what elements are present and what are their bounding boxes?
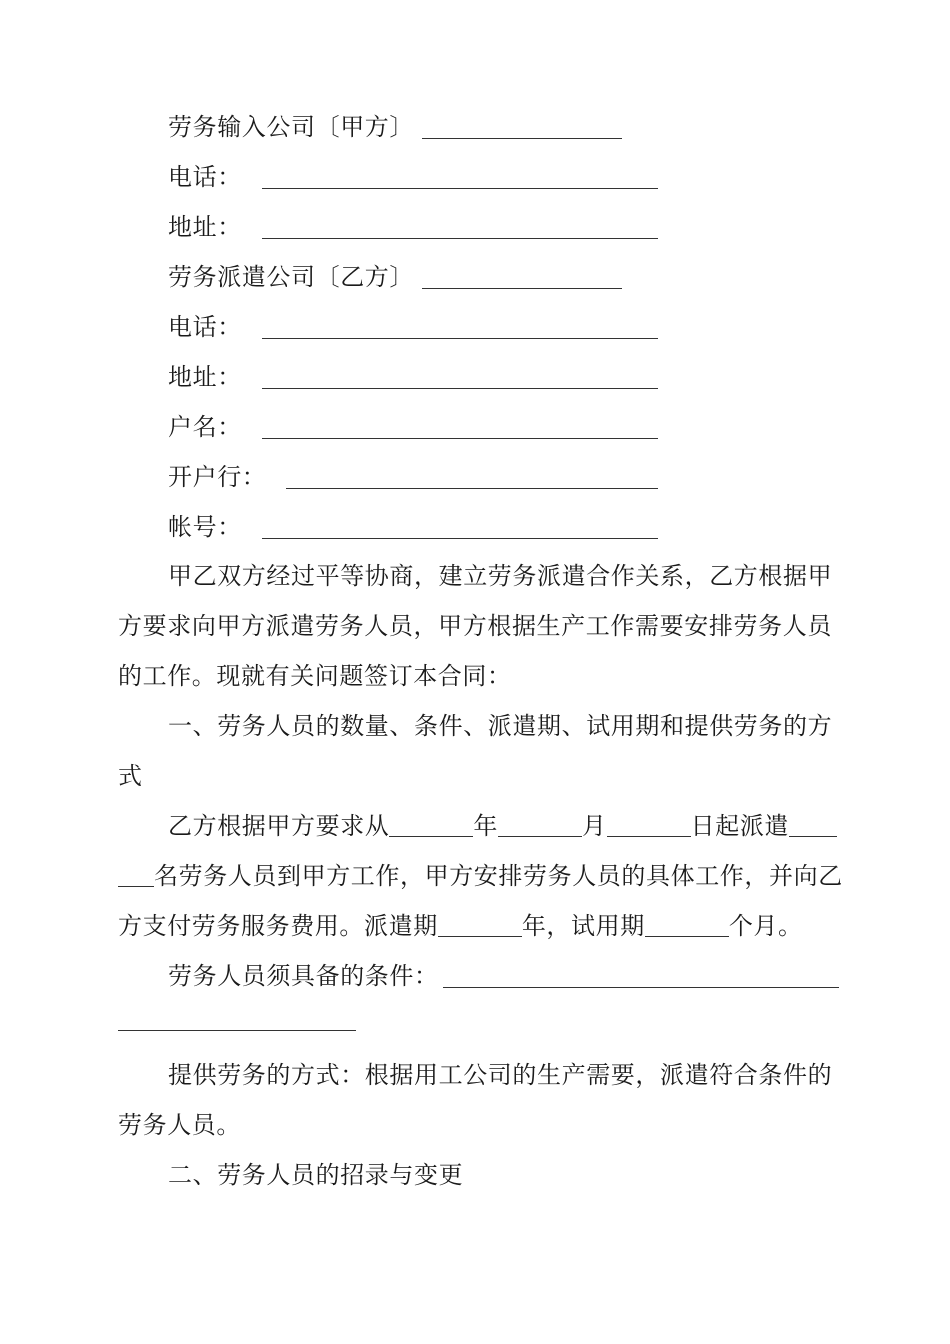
preamble-line-1: 甲乙双方经过平等协商，建立劳务派遣合作关系，乙方根据甲 — [168, 562, 833, 590]
months-text: 个月。 — [728, 912, 803, 940]
party-a-phone-blank — [262, 164, 658, 189]
party-b-bank-blank — [286, 464, 658, 489]
probation-text: 年，试用期 — [521, 912, 645, 940]
party-b-address-label: 地址： — [168, 363, 242, 391]
preamble-line-2: 方要求向甲方派遣劳务人员，甲方根据生产工作需要安排劳务人员 — [118, 612, 832, 640]
section-2-heading: 二、劳务人员的招录与变更 — [168, 1161, 464, 1189]
conditions-blank — [443, 963, 839, 988]
probation-months-blank — [645, 914, 729, 937]
party-a-company-label: 劳务输入公司〔甲方〕 — [168, 113, 414, 141]
dispatch-period-text: 方支付劳务服务费用。派遣期 — [118, 912, 438, 940]
dispatch-workers-text: 名劳务人员到甲方工作，甲方安排劳务人员的具体工作，并向乙 — [154, 862, 843, 890]
conditions-label: 劳务人员须具备的条件： — [168, 962, 439, 990]
party-b-account-name-blank — [262, 414, 658, 439]
party-b-account-no-label: 帐号： — [168, 513, 242, 541]
party-b-phone-blank — [262, 314, 658, 339]
headcount-blank-end — [118, 864, 154, 887]
headcount-blank-start — [789, 814, 837, 837]
party-b-phone-label: 电话： — [168, 313, 242, 341]
party-b-company-row — [168, 262, 622, 292]
party-a-company-blank — [422, 114, 622, 139]
conditions-blank-continued — [118, 1030, 356, 1031]
preamble-line-3: 的工作。现就有关问题签订本合同： — [118, 662, 512, 690]
party-b-account-no-row — [168, 512, 658, 542]
party-b-address-blank — [262, 364, 658, 389]
section-1-heading-line-2: 式 — [118, 762, 143, 790]
start-day-blank — [607, 814, 691, 837]
party-a-phone-label: 电话： — [168, 163, 242, 191]
party-b-account-name-row — [168, 412, 658, 442]
party-a-address-row — [168, 212, 658, 242]
year-text: 年 — [473, 812, 499, 840]
party-b-phone-row — [168, 312, 658, 342]
dispatch-line-3 — [118, 911, 803, 941]
dispatch-years-blank — [438, 914, 522, 937]
party-a-company-row — [168, 112, 622, 142]
dispatch-line-1 — [168, 811, 837, 841]
party-b-company-label: 劳务派遣公司〔乙方〕 — [168, 263, 414, 291]
day-dispatch-text: 日起派遣 — [690, 812, 790, 840]
party-b-bank-label: 开户行： — [168, 463, 267, 491]
dispatch-from-text: 乙方根据甲方要求从 — [168, 812, 390, 840]
party-b-company-blank — [422, 264, 622, 289]
method-line-2: 劳务人员。 — [118, 1111, 241, 1139]
party-b-address-row — [168, 362, 658, 392]
party-b-bank-row — [168, 462, 658, 492]
party-b-account-no-blank — [262, 514, 658, 539]
conditions-row — [168, 961, 839, 991]
section-1-heading-line-1: 一、劳务人员的数量、条件、派遣期、试用期和提供劳务的方 — [168, 712, 833, 740]
dispatch-line-2 — [118, 861, 843, 891]
method-line-1: 提供劳务的方式：根据用工公司的生产需要，派遣符合条件的 — [168, 1061, 833, 1089]
start-year-blank — [389, 814, 473, 837]
party-a-address-label: 地址： — [168, 213, 242, 241]
party-a-address-blank — [262, 214, 658, 239]
month-text: 月 — [582, 812, 607, 840]
party-b-account-name-label: 户名： — [168, 413, 242, 441]
party-a-phone-row — [168, 162, 658, 192]
start-month-blank — [498, 814, 582, 837]
